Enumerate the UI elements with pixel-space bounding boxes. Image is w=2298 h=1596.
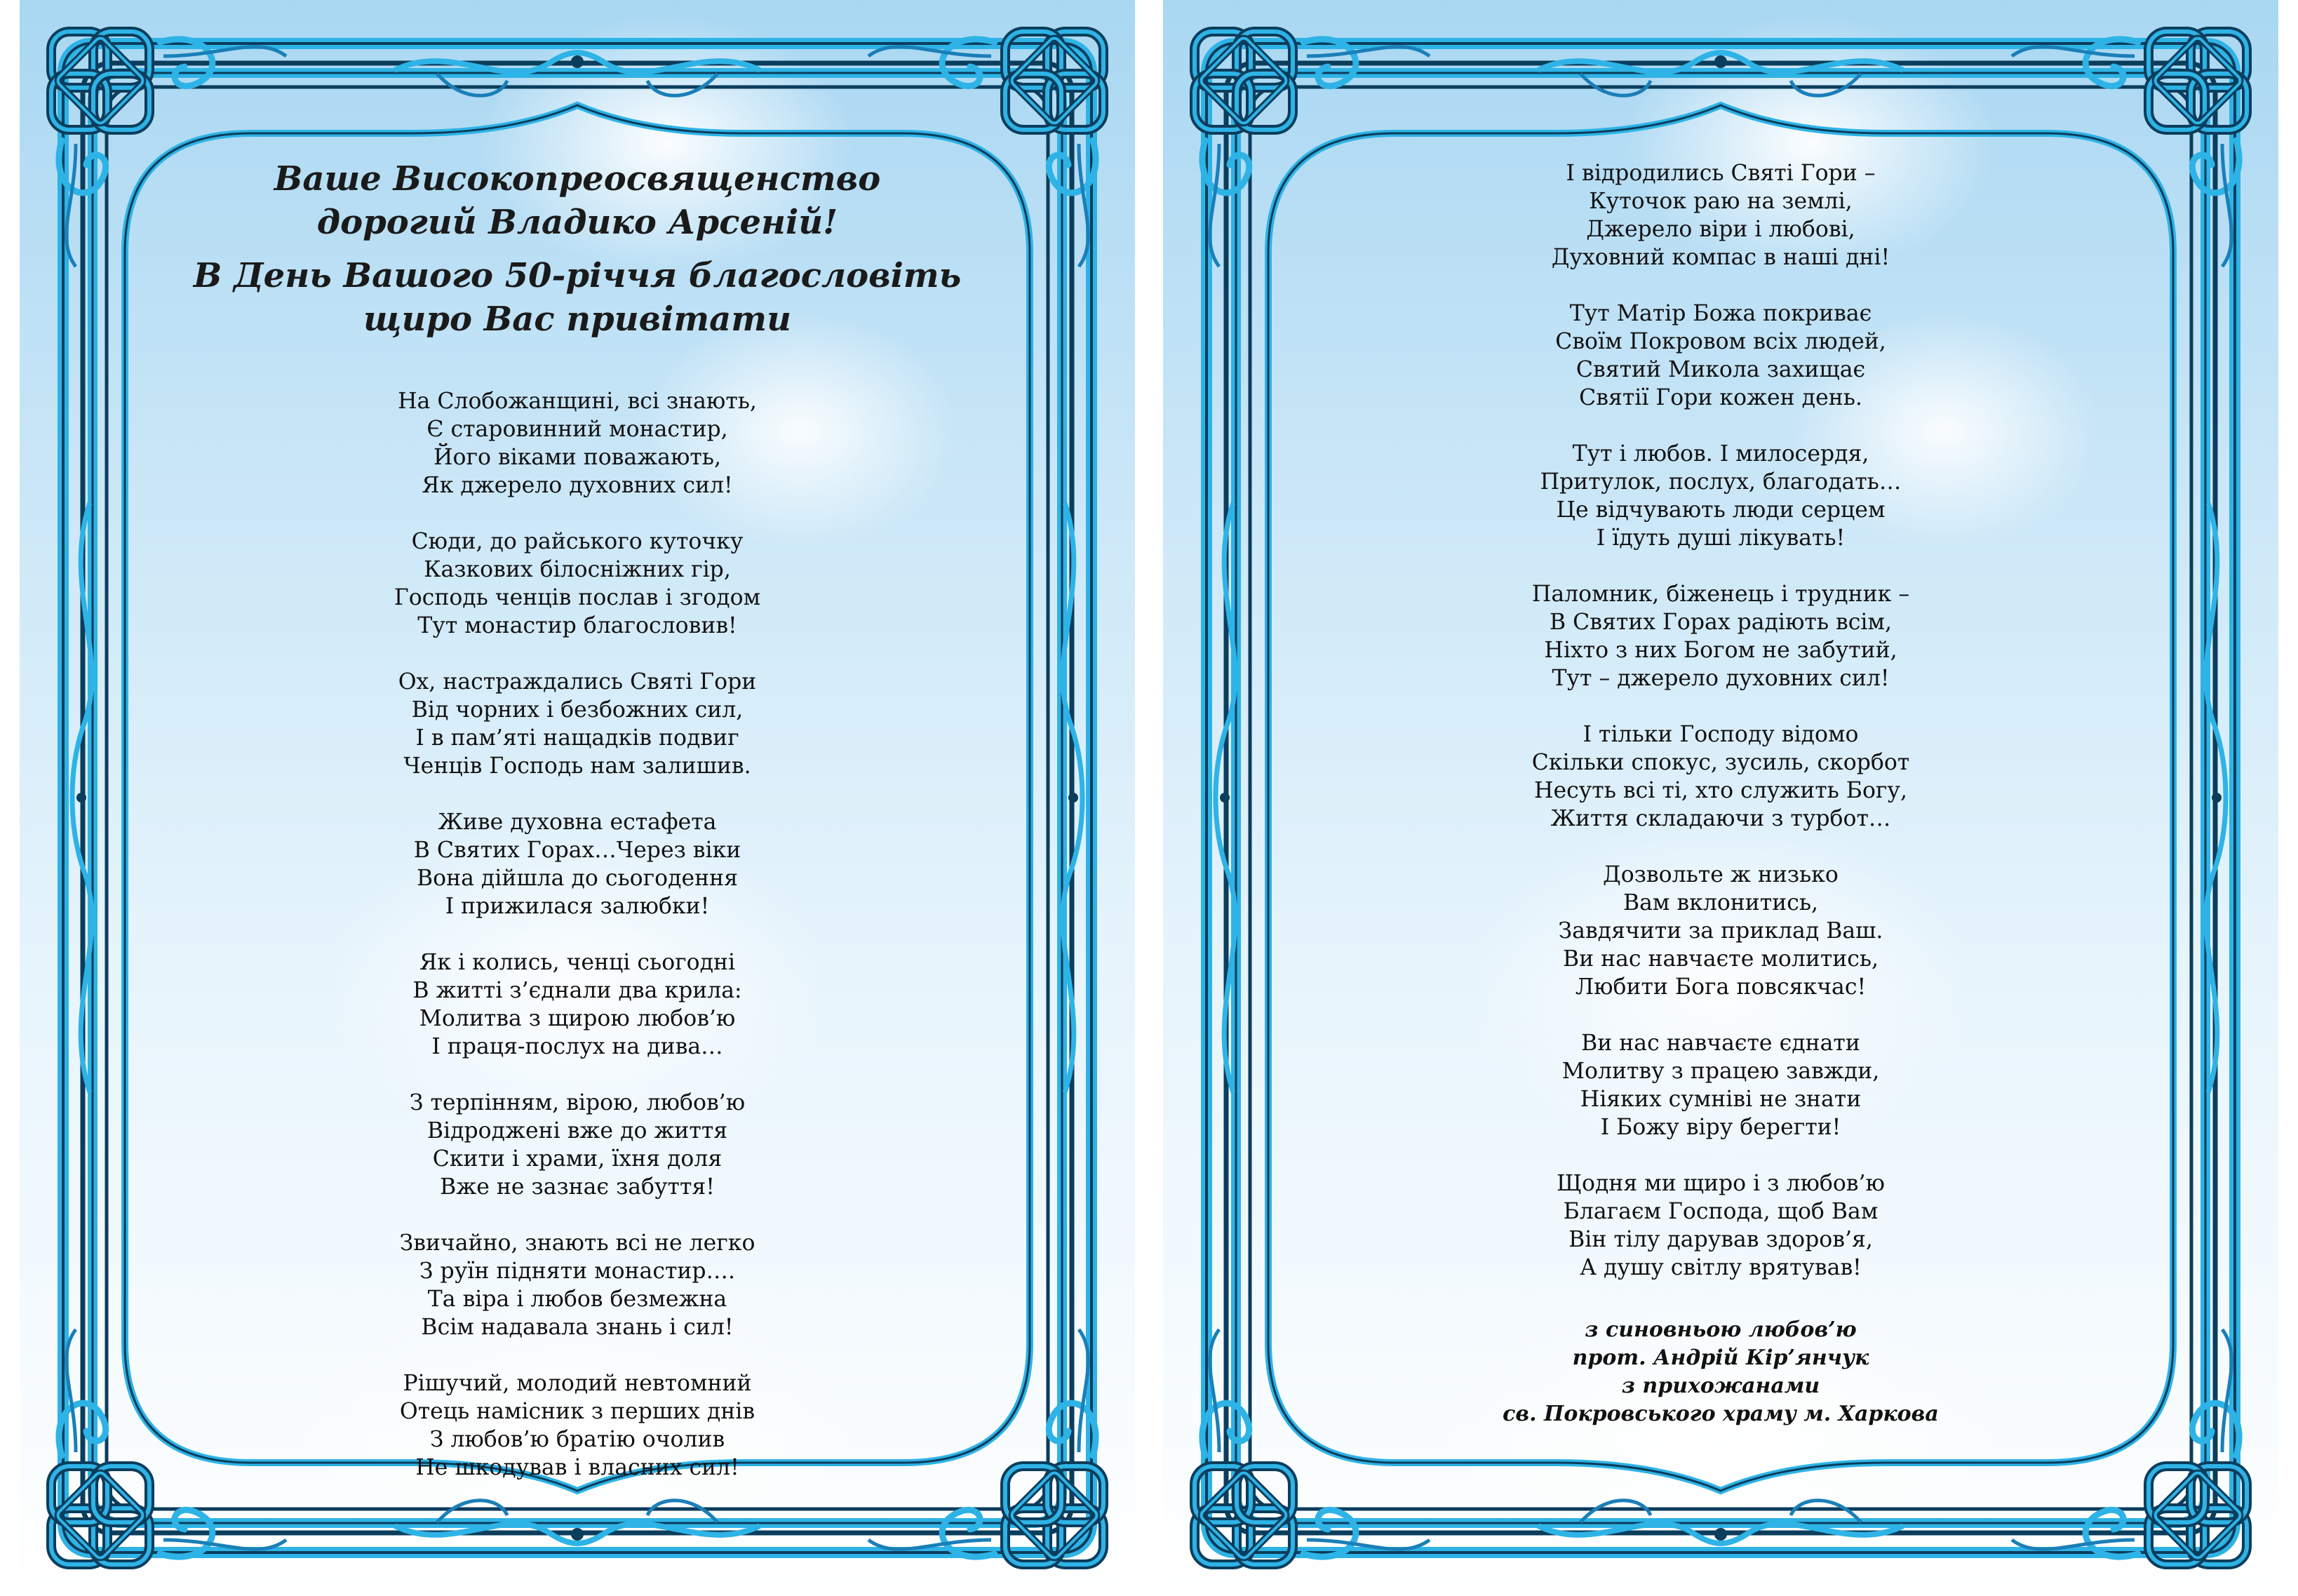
- poem-line: Несуть всі ті, хто служить Богу,: [1534, 778, 1907, 803]
- poem-stanza: [1275, 580, 2166, 692]
- poem-line: З терпінням, вірою, любов’ю: [409, 1090, 746, 1115]
- poem-line: Святий Микола захищає: [1575, 357, 1866, 382]
- poem-line: І тільки Господу відомо: [1583, 722, 1859, 747]
- poem-stanza: [132, 668, 1023, 780]
- poem-line: Це відчувають люди серцем: [1556, 497, 1886, 523]
- poem-line: Звичайно, знають всі не легко: [399, 1230, 755, 1256]
- poem-line: І відродились Святі Гори –: [1566, 161, 1876, 186]
- subtitle-line: щиро Вас привітати: [363, 300, 791, 339]
- poem-line: Відроджені вже до життя: [426, 1118, 728, 1144]
- poem-line: Благаєм Господа, щоб Вам: [1563, 1199, 1879, 1224]
- poem-line: З любов’ю братію очолив: [429, 1427, 725, 1452]
- poem-line: І в пам’яті нащадків подвиг: [415, 725, 739, 751]
- greeting-subtitle: [132, 254, 1023, 341]
- poem-line: В Святих Горах радіють всім,: [1549, 610, 1892, 635]
- poem-line: Ви нас навчаєте молитись,: [1562, 946, 1879, 972]
- poem-line: Життя складаючи з турбот…: [1550, 806, 1891, 831]
- poem-line: Дозвольте ж низько: [1603, 862, 1839, 887]
- poem-stanza: [132, 948, 1023, 1061]
- right-page: [1163, 0, 2278, 1596]
- poem-line: В житті з’єднали два крила:: [412, 978, 742, 1003]
- poem-line: А душу світлу врятував!: [1580, 1255, 1862, 1280]
- left-page: [20, 0, 1135, 1596]
- poem-line: Вже не зазнає забуття!: [440, 1174, 715, 1200]
- poem-stanza: [132, 1229, 1023, 1341]
- poem-stanza: [132, 528, 1023, 640]
- poem-line: На Слобожанщині, всі знають,: [398, 389, 757, 414]
- poem-line: Щодня ми щиро і з любов’ю: [1557, 1171, 1885, 1196]
- poem-line: Вам вклонитись,: [1622, 890, 1819, 916]
- poem-line: В Святих Горах…Через віки: [413, 838, 741, 863]
- poem-line: І Божу віру берегти!: [1600, 1115, 1841, 1140]
- poem-line: Від чорних і безбожних сил,: [411, 697, 744, 723]
- poem-line: Джерело віри і любові,: [1586, 217, 1855, 242]
- poem-line: Духовний компас в наші дні!: [1551, 245, 1890, 270]
- poem-stanza: [132, 1089, 1023, 1201]
- poem-line: Як джерело духовних сил!: [422, 473, 733, 498]
- poem-stanza: [1275, 159, 2166, 271]
- poem-line: Тут – джерело духовних сил!: [1552, 666, 1890, 691]
- greeting-line: Ваше Високопреосвященство: [274, 159, 881, 199]
- signature-line: з синовньою любов’ю: [1585, 1317, 1857, 1342]
- poem-line: Тут Матір Божа покриває: [1569, 301, 1872, 326]
- subtitle-line: В День Вашого 50-річчя благословіть: [193, 256, 962, 295]
- poem-line: Його віками поважають,: [434, 445, 721, 470]
- floral-scroll-ornament: [72, 503, 92, 1092]
- poem-left: [132, 387, 1023, 1510]
- poem-line: Молитву з працею завжди,: [1561, 1059, 1880, 1084]
- floral-scroll-ornament: [1538, 53, 1903, 95]
- signature-line: з прихожанами: [1621, 1374, 1820, 1398]
- poem-line: Ченців Господь нам залишив.: [403, 753, 751, 779]
- poem-line: Всім надавала знань і сил!: [421, 1315, 734, 1340]
- poem-line: Він тілу дарував здоров’я,: [1568, 1227, 1873, 1252]
- greeting-line: дорогий Владико Арсеній!: [316, 203, 838, 242]
- poem-line: Господь ченців послав і згодом: [394, 585, 761, 610]
- poem-line: Ви нас навчаєте єднати: [1581, 1031, 1860, 1056]
- poem-line: Рішучий, молодий невтомний: [403, 1371, 752, 1396]
- floral-scroll-ornament: [2206, 503, 2226, 1092]
- poem-line: Ох, настраждались Святі Гори: [398, 669, 757, 695]
- poem-line: Завдячити за приклад Ваш.: [1558, 918, 1883, 944]
- signature-line: св. Покровського храму м. Харкова: [1503, 1402, 1939, 1426]
- poem-line: Як і колись, ченці сьогодні: [419, 950, 736, 975]
- poem-line: Ніхто з них Богом не забутий,: [1544, 638, 1897, 663]
- poem-line: Вона дійшла до сьогодення: [417, 866, 738, 891]
- poem-right: [1275, 159, 2166, 1310]
- poem-line: Та віра і любов безмежна: [427, 1287, 727, 1312]
- poem-line: І їдуть душі лікувать!: [1596, 525, 1846, 551]
- poem-line: Живе духовна естафета: [438, 810, 717, 835]
- floral-scroll-ornament: [1216, 503, 1235, 1092]
- poem-stanza: [1275, 300, 2166, 412]
- poem-line: Святії Гори кожен день.: [1579, 385, 1862, 410]
- poem-line: І праця-послух на дива…: [431, 1034, 723, 1059]
- poem-line: Сюди, до райського куточку: [411, 529, 744, 554]
- greeting-title: [132, 157, 1023, 244]
- poem-line: Отець намісник з перших днів: [399, 1399, 755, 1424]
- poem-line: Скити і храми, їхня доля: [432, 1146, 723, 1172]
- poem-stanza: [132, 1369, 1023, 1482]
- poem-line: Любити Бога повсякчас!: [1575, 974, 1867, 1000]
- poem-line: Куточок раю на землі,: [1589, 189, 1853, 214]
- poem-stanza: [1275, 1169, 2166, 1282]
- poem-stanza: [132, 387, 1023, 499]
- poem-line: Паломник, біженець і трудник –: [1531, 582, 1910, 607]
- poem-line: Тут і любов. І милосердя,: [1572, 441, 1869, 467]
- poem-line: Є старовинний монастир,: [426, 417, 728, 442]
- floral-scroll-ornament: [1063, 503, 1082, 1092]
- poem-stanza: [132, 808, 1023, 920]
- floral-scroll-ornament: [1538, 1501, 1903, 1543]
- floral-scroll-ornament: [395, 53, 760, 95]
- poem-line: Тут монастир благословив!: [417, 613, 737, 638]
- poem-line: Казкових білосніжних гір,: [424, 557, 731, 582]
- poem-line: Своїм Покровом всіх людей,: [1555, 329, 1886, 354]
- poem-stanza: [1275, 440, 2166, 552]
- signature-line: прот. Андрій Кір’янчук: [1572, 1346, 1869, 1370]
- poem-line: Ніяких сумніві не знати: [1580, 1087, 1862, 1112]
- poem-line: Скільки спокус, зусиль, скорбот: [1531, 750, 1910, 775]
- poem-line: Притулок, послух, благодать…: [1540, 469, 1902, 495]
- poem-line: Молитва з щирою любов’ю: [419, 1006, 736, 1031]
- poem-stanza: [1275, 861, 2166, 1001]
- poem-line: Не шкодував і власних сил!: [415, 1455, 739, 1480]
- signature-block: [1275, 1316, 2166, 1428]
- poem-line: З руїн підняти монастир….: [419, 1259, 736, 1284]
- poem-line: І прижилася залюбки!: [445, 894, 710, 919]
- poem-stanza: [1275, 720, 2166, 833]
- poem-stanza: [1275, 1029, 2166, 1141]
